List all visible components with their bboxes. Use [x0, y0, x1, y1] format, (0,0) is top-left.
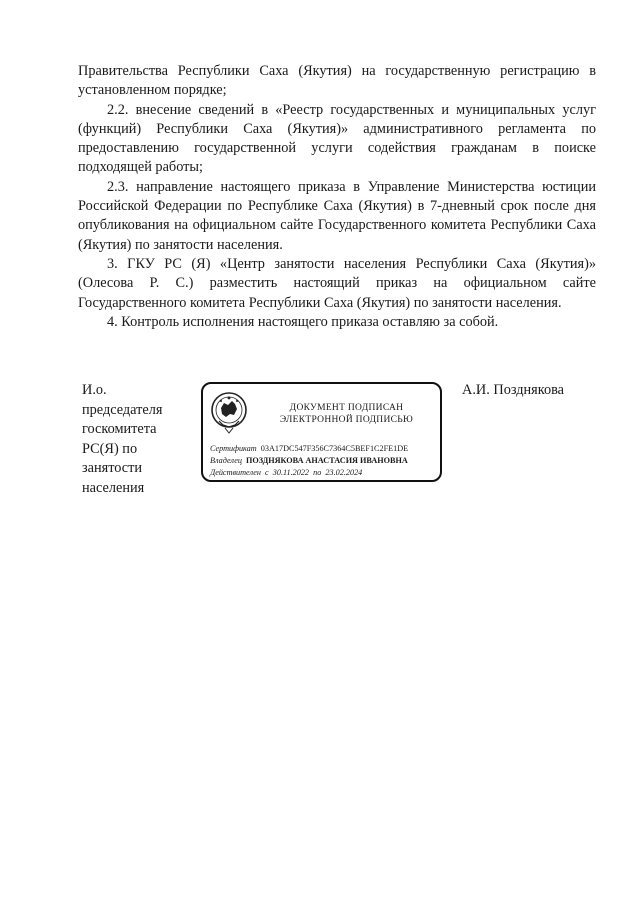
document-body: [78, 62, 596, 332]
valid-to: 23.02.2024: [325, 468, 363, 477]
certificate-label: Сертификат: [210, 444, 257, 453]
coat-of-arms-icon: [210, 390, 248, 434]
valid-from: 30.11.2022: [272, 468, 310, 477]
paragraph-2: 2.2. внесение сведений в «Реестр государственных и муниципальных услуг (функций) Республики Саха (Якутия)» административного регламента по предоставлению государственной услуги содействия гражданам в поиске подходящей работы;: [78, 101, 596, 176]
valid-label: Действителен: [210, 468, 261, 477]
valid-from-word: с: [265, 468, 269, 477]
owner-value: ПОЗДНЯКОВА АНАСТАСИЯ ИВАНОВНА: [246, 456, 408, 465]
paragraph-5: 4. Контроль исполнения настоящего приказа оставляю за собой.: [107, 313, 499, 330]
certificate-value: 03A17DC547F356C7364C5BEF1C2FE1DE: [260, 444, 409, 453]
validity-line: [210, 468, 362, 478]
paragraph-3: 2.3. направление настоящего приказа в Управление Министерства юстиции Российской Федерации по Республике Саха (Якутия) в 7-дневный срок после дня опубликования на официальном сайте Государственного комитета Республики Саха (Якутия) по занятости населения.: [78, 178, 596, 253]
valid-to-word: по: [313, 468, 322, 477]
stamp-title: [249, 403, 444, 426]
position-line-2: председателя: [82, 401, 163, 418]
signatory-position: [82, 381, 182, 498]
stamp-title-line-1: ДОКУМЕНТ ПОДПИСАН: [289, 403, 404, 413]
paragraph-4: 3. ГКУ РС (Я) «Центр занятости населения Республики Саха (Якутия)» (Олесова Р. С.) разместить настоящий приказ на официальном сайте Государственного комитета Республики Саха (Якутия) по занятости населения.: [78, 255, 596, 311]
owner-line: [210, 456, 408, 466]
stamp-title-line-2: ЭЛЕКТРОННОЙ ПОДПИСЬЮ: [279, 414, 414, 425]
position-line-1: И.о.: [82, 382, 107, 398]
paragraph-1: Правительства Республики Саха (Якутия) на государственную регистрацию в установленном порядке;: [78, 63, 596, 99]
position-line-4: РС(Я) по: [82, 440, 138, 457]
signatory-name: А.И. Позднякова: [462, 382, 565, 398]
position-line-5: занятости: [82, 460, 143, 476]
electronic-signature-stamp: [201, 382, 442, 482]
certificate-line: [210, 444, 408, 454]
position-line-6: населения: [82, 479, 145, 496]
owner-label: Владелец: [210, 456, 242, 465]
position-line-3: госкомитета: [82, 421, 157, 437]
